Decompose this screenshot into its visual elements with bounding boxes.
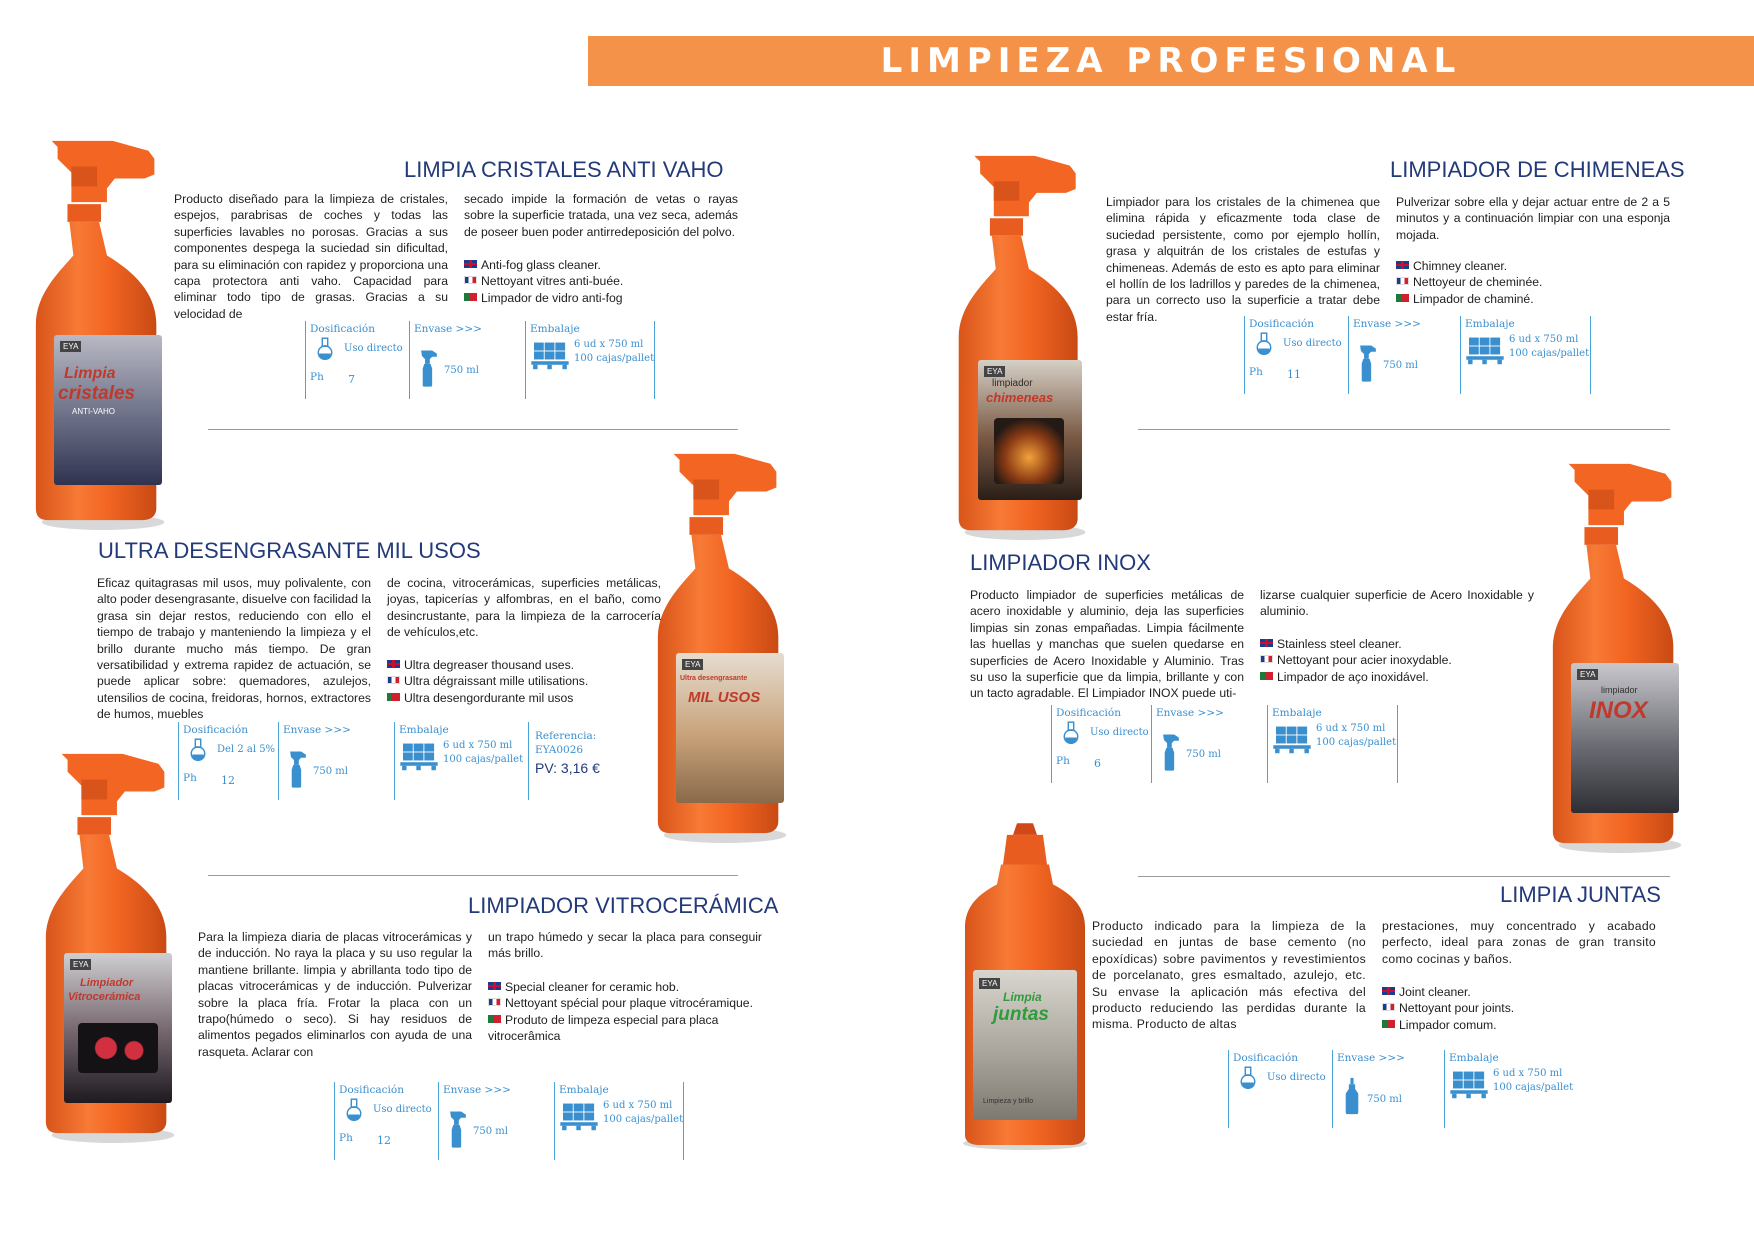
spec-dosificacion: Dosificación Uso directo Ph 12 — [334, 1082, 437, 1160]
divider — [208, 429, 738, 430]
product-description-continued: Pulverizar sobre ella y dejar actuar entre de 2 a 5 minutos y a continuación limpiar con una esponja mojada. — [1396, 195, 1670, 242]
bottle-label: EYA Limpia cristales ANTI-VAHO — [54, 335, 162, 485]
spec-embalaje: Embalaje 6 ud x 750 ml 100 cajas/pallet — [1460, 316, 1589, 394]
product-image-limpia-juntas — [955, 820, 1095, 1150]
header-banner — [588, 36, 1754, 86]
uk-flag-icon — [1396, 261, 1409, 269]
translation-pt: Ultra desengordurante mil usos — [387, 690, 588, 706]
translation-fr: Nettoyant pour acier inoxydable. — [1260, 652, 1452, 668]
brand-logo: EYA — [979, 978, 1000, 989]
portugal-flag-icon — [1260, 672, 1273, 680]
pallet-icon — [1449, 1068, 1489, 1100]
translation-en: Ultra degreaser thousand uses. — [387, 657, 588, 673]
translations — [464, 257, 623, 306]
spec-envase: Envase >>> 750 ml — [1348, 316, 1459, 394]
translation-pt: Produto de limpeza especial para placa vitrocerâmica — [488, 1012, 719, 1044]
france-flag-icon — [1382, 1003, 1395, 1011]
spec-dosificacion: Dosificación Uso directo Ph 11 — [1244, 316, 1347, 394]
product-title-limpiador-chimeneas: LIMPIADOR DE CHIMENEAS — [1390, 157, 1685, 182]
translation-pt: Limpador de vidro anti-fog — [464, 290, 623, 306]
portugal-flag-icon — [387, 693, 400, 701]
product-image-limpiador-vitroceramica — [38, 748, 188, 1143]
spec-table — [305, 321, 655, 399]
uk-flag-icon — [387, 660, 400, 668]
translation-pt: Limpador comum. — [1382, 1017, 1514, 1033]
spray-bottle-icon — [1160, 723, 1182, 779]
pallet-icon — [399, 740, 439, 772]
product-description: Producto limpiador de superficies metálicas de acero inoxidable y aluminio, deja las superficies limpias sin zonas empañadas. Limpia fácilmente las huellas y manchas que suelen quedarse en superficies de Acero Inoxidable y Aluminio. Tras su uso la superficie que da limpia, brillante y con un tacto agradable. El Limpiador INOX puede uti- — [970, 588, 1244, 701]
spec-embalaje: Embalaje 6 ud x 750 ml 100 cajas/pallet — [554, 1082, 683, 1160]
flask-icon — [189, 738, 207, 762]
spray-bottle-icon — [447, 1100, 469, 1156]
flask-icon — [1062, 721, 1080, 745]
product-description-continued: un trapo húmedo y secar la placa para conseguir más brillo. — [488, 930, 762, 961]
uk-flag-icon — [1382, 987, 1395, 995]
reference-code: EYA0026 — [535, 744, 584, 756]
brand-logo: EYA — [60, 341, 81, 352]
spec-embalaje: Embalaje 6 ud x 750 ml 100 cajas/pallet — [525, 321, 654, 399]
portugal-flag-icon — [488, 1015, 501, 1023]
page-title: LIMPIEZA PROFESIONAL — [880, 41, 1462, 81]
translations — [1260, 636, 1452, 685]
bottle-label: EYA Limpia juntas Limpieza y brillo — [973, 970, 1077, 1120]
product-title-ultra-desengrasante: ULTRA DESENGRASANTE MIL USOS — [98, 538, 481, 563]
product-description: Limpiador para los cristales de la chimenea que elimina rápida y eficazmente toda clase de suciedad persistente, como por ejemplo hollín, grasa y alquitrán de los cristales de estufas y chimeneas. Además de esto es apto para eliminar el hollín de los ladrillos y paredes de la chimenea, para un correcto uso la superficie a tratar debe estar fría. — [1106, 195, 1380, 324]
flask-icon — [345, 1098, 363, 1122]
spec-referencia: Referencia: EYA0026 PV: 3,16 € — [528, 722, 617, 800]
spec-envase: Envase >>> 750 ml — [278, 722, 389, 800]
product-description: Para la limpieza diaria de placas vitrocerámicas y de inducción. No raya la placa y su uso regular la mantiene brillante. limpia y abrillanta todo tipo de placas vitrocerámicas y de inducción. Pulverizar sobre la placa fría. Frotar la placa con un trapo(húmedo o seco). Si hay residuos de alimentos pegados eliminarlos con ayuda de una rasqueta. Aclarar con — [198, 930, 472, 1059]
spec-envase: Envase >>> 750 ml — [1151, 705, 1262, 783]
bottle-label: EYA Limpiador Vitrocerámica — [64, 953, 172, 1103]
translation-en: Special cleaner for ceramic hob. — [488, 979, 762, 995]
spec-envase: Envase >>> 750 ml — [438, 1082, 549, 1160]
pallet-icon — [1465, 334, 1505, 366]
product-description: Producto indicado para la limpieza de la suciedad en juntas de base cemento (no epoxídicas) sobre pavimentos y revestimientos de porcelanato, gres esmaltado, azulejo, etc. Su envase la aplicación más efectiva del producto reduciendo las perdidas durante la misma. Producto de altas — [1092, 919, 1366, 1032]
brand-logo: EYA — [682, 659, 703, 670]
spec-table — [1228, 1050, 1578, 1128]
bottle-label: EYA limpiador chimeneas — [978, 360, 1082, 500]
product-image-limpiador-inox — [1545, 458, 1695, 853]
price: PV: 3,16 € — [535, 760, 600, 776]
fireplace-image — [994, 418, 1064, 484]
product-title-limpia-juntas: LIMPIA JUNTAS — [1500, 882, 1661, 907]
product-description: Producto diseñado para la limpieza de cristales, espejos, parabrisas de coches y todas las superficies lavables no porosas. Gracias a sus componentes despega la suciedad sin dificultad, para su eliminación con rapidez y proporciona una capa protectora anti vaho. Capacidad para eliminar todo tipo de grasas. Gracias a su velocidad de — [174, 192, 448, 321]
translation-en: Joint cleaner. — [1382, 984, 1514, 1000]
spec-table — [1051, 705, 1401, 783]
flask-icon — [1239, 1066, 1257, 1090]
portugal-flag-icon — [1382, 1020, 1395, 1028]
uk-flag-icon — [488, 982, 501, 990]
translation-fr: Ultra dégraissant mille utilisations. — [387, 673, 588, 689]
translation-fr: Nettoyant vitres anti-buée. — [464, 273, 623, 289]
translation-en: Chimney cleaner. — [1396, 258, 1542, 274]
translations — [1382, 984, 1514, 1033]
translation-pt: Limpador de chaminé. — [1396, 291, 1542, 307]
divider — [208, 875, 738, 876]
divider — [1138, 429, 1670, 430]
brand-logo: EYA — [1577, 669, 1598, 680]
product-image-limpia-cristales — [28, 135, 178, 530]
brand-logo: EYA — [984, 366, 1005, 377]
translations — [1396, 258, 1542, 307]
spec-dosificacion: Dosificación Uso directo — [1228, 1050, 1331, 1128]
pallet-icon — [1272, 723, 1312, 755]
spec-table — [334, 1082, 684, 1160]
product-description-continued: secado impide la formación de vetas o rayas sobre la superficie tratada, una vez seca, además de poseer buen poder antirredeposición del polvo. — [464, 192, 738, 239]
translations — [387, 657, 588, 706]
spec-envase: Envase >>> 750 ml — [1332, 1050, 1443, 1128]
bottle-label: EYA Ultra desengrasante MIL USOS — [676, 653, 784, 803]
product-description-continued: lizarse cualquier superficie de Acero Inoxidable y aluminio. — [1260, 588, 1534, 619]
product-title-limpiador-inox: LIMPIADOR INOX — [970, 550, 1151, 575]
product-description-continued: prestaciones, muy concentrado y acabado perfecto, ideal para zonas de gran transito como cocinas y baños. — [1382, 919, 1656, 966]
pallet-icon — [559, 1100, 599, 1132]
product-title-limpiador-vitroceramica: LIMPIADOR VITROCERÁMICA — [468, 893, 779, 918]
product-image-ultra-desengrasante — [650, 448, 800, 843]
hob-image — [78, 1023, 158, 1073]
bottle-label: EYA limpiador INOX — [1571, 663, 1679, 813]
spec-dosificacion: Dosificación Del 2 al 5% Ph 12 — [178, 722, 281, 800]
portugal-flag-icon — [1396, 294, 1409, 302]
uk-flag-icon — [464, 260, 477, 268]
portugal-flag-icon — [464, 293, 477, 301]
flask-icon — [316, 337, 334, 361]
france-flag-icon — [1396, 277, 1409, 285]
spec-table — [178, 722, 618, 800]
spec-embalaje: Embalaje 6 ud x 750 ml 100 cajas/pallet — [394, 722, 523, 800]
translation-en: Anti-fog glass cleaner. — [464, 257, 623, 273]
translation-fr: Nettoyant pour joints. — [1382, 1000, 1514, 1016]
spray-bottle-icon — [418, 339, 440, 395]
product-title-limpia-cristales: LIMPIA CRISTALES ANTI VAHO — [404, 157, 724, 182]
spec-dosificacion: Dosificación Uso directo Ph 7 — [305, 321, 408, 399]
product-image-limpiador-chimeneas — [950, 150, 1100, 540]
squeeze-bottle-icon — [1341, 1068, 1363, 1124]
product-description-continued: de cocina, vitrocerámicas, superficies metálicas, joyas, tapicerías y alfombras, en el baño, como desincrustante, para la limpieza de la carrocería de vehículos,etc. — [387, 576, 661, 640]
spray-bottle-icon — [1357, 334, 1379, 390]
uk-flag-icon — [1260, 639, 1273, 647]
flask-icon — [1255, 332, 1273, 356]
spray-bottle-icon — [287, 740, 309, 796]
pallet-icon — [530, 339, 570, 371]
translation-en: Stainless steel cleaner. — [1260, 636, 1452, 652]
france-flag-icon — [387, 676, 400, 684]
spec-table — [1244, 316, 1594, 394]
france-flag-icon — [464, 276, 477, 284]
spec-embalaje: Embalaje 6 ud x 750 ml 100 cajas/pallet — [1267, 705, 1396, 783]
divider — [1138, 876, 1670, 877]
france-flag-icon — [1260, 655, 1273, 663]
product-description: Eficaz quitagrasas mil usos, muy polivalente, con alto poder desengrasante, disuelve con facilidad la grasa sin dejar restos, reduciendo con ello el tiempo de trabajo y manteniendo la limpieza y el brillo durante mucho más tiempo. De gran versatibilidad y extrema rapidez de actuación, se puede aplicar sobre: quemadores, azulejos, utensilios de cocina, freidoras, hornos, extractores de humos, muebles — [97, 576, 371, 722]
spec-dosificacion: Dosificación Uso directo Ph 6 — [1051, 705, 1154, 783]
translation-fr: Nettoyeur de cheminée. — [1396, 274, 1542, 290]
spec-envase: Envase >>> 750 ml — [409, 321, 520, 399]
translations — [488, 979, 762, 1045]
brand-logo: EYA — [70, 959, 91, 970]
translation-fr: Nettoyant spécial pour plaque vitrocéramique. — [488, 995, 762, 1011]
spec-embalaje: Embalaje 6 ud x 750 ml 100 cajas/pallet — [1444, 1050, 1573, 1128]
translation-pt: Limpador de aço inoxidável. — [1260, 669, 1452, 685]
france-flag-icon — [488, 998, 501, 1006]
